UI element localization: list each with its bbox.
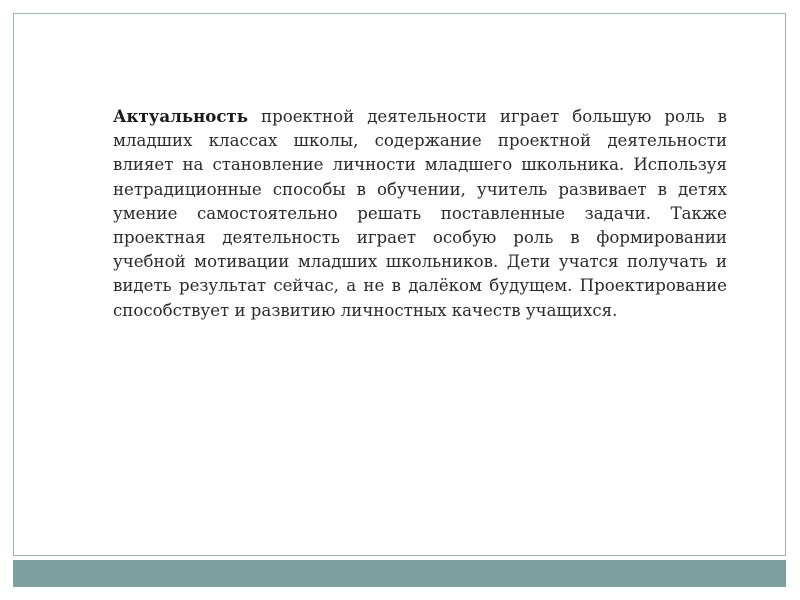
- bottom-bar: [13, 560, 786, 587]
- paragraph-text: проектной деятельности играет большую роль в младших классах школы, содержание проектной деятельности влияет на становление личности младшего школьника. Используя нетрадиционные способы в обучении, учитель развивает в детях умение самостоятельно решать поставленные задачи. Также проектная деятельность играет особую роль в формировании учебной мотивации младших школьников. Дети учатся получать и видеть результат сейчас, а не в далёком будущем. Проектирование способствует и развитию личностных качеств учащихся.: [113, 107, 727, 320]
- body-paragraph: [113, 104, 727, 323]
- emphasis-word: Актуальность: [113, 106, 248, 126]
